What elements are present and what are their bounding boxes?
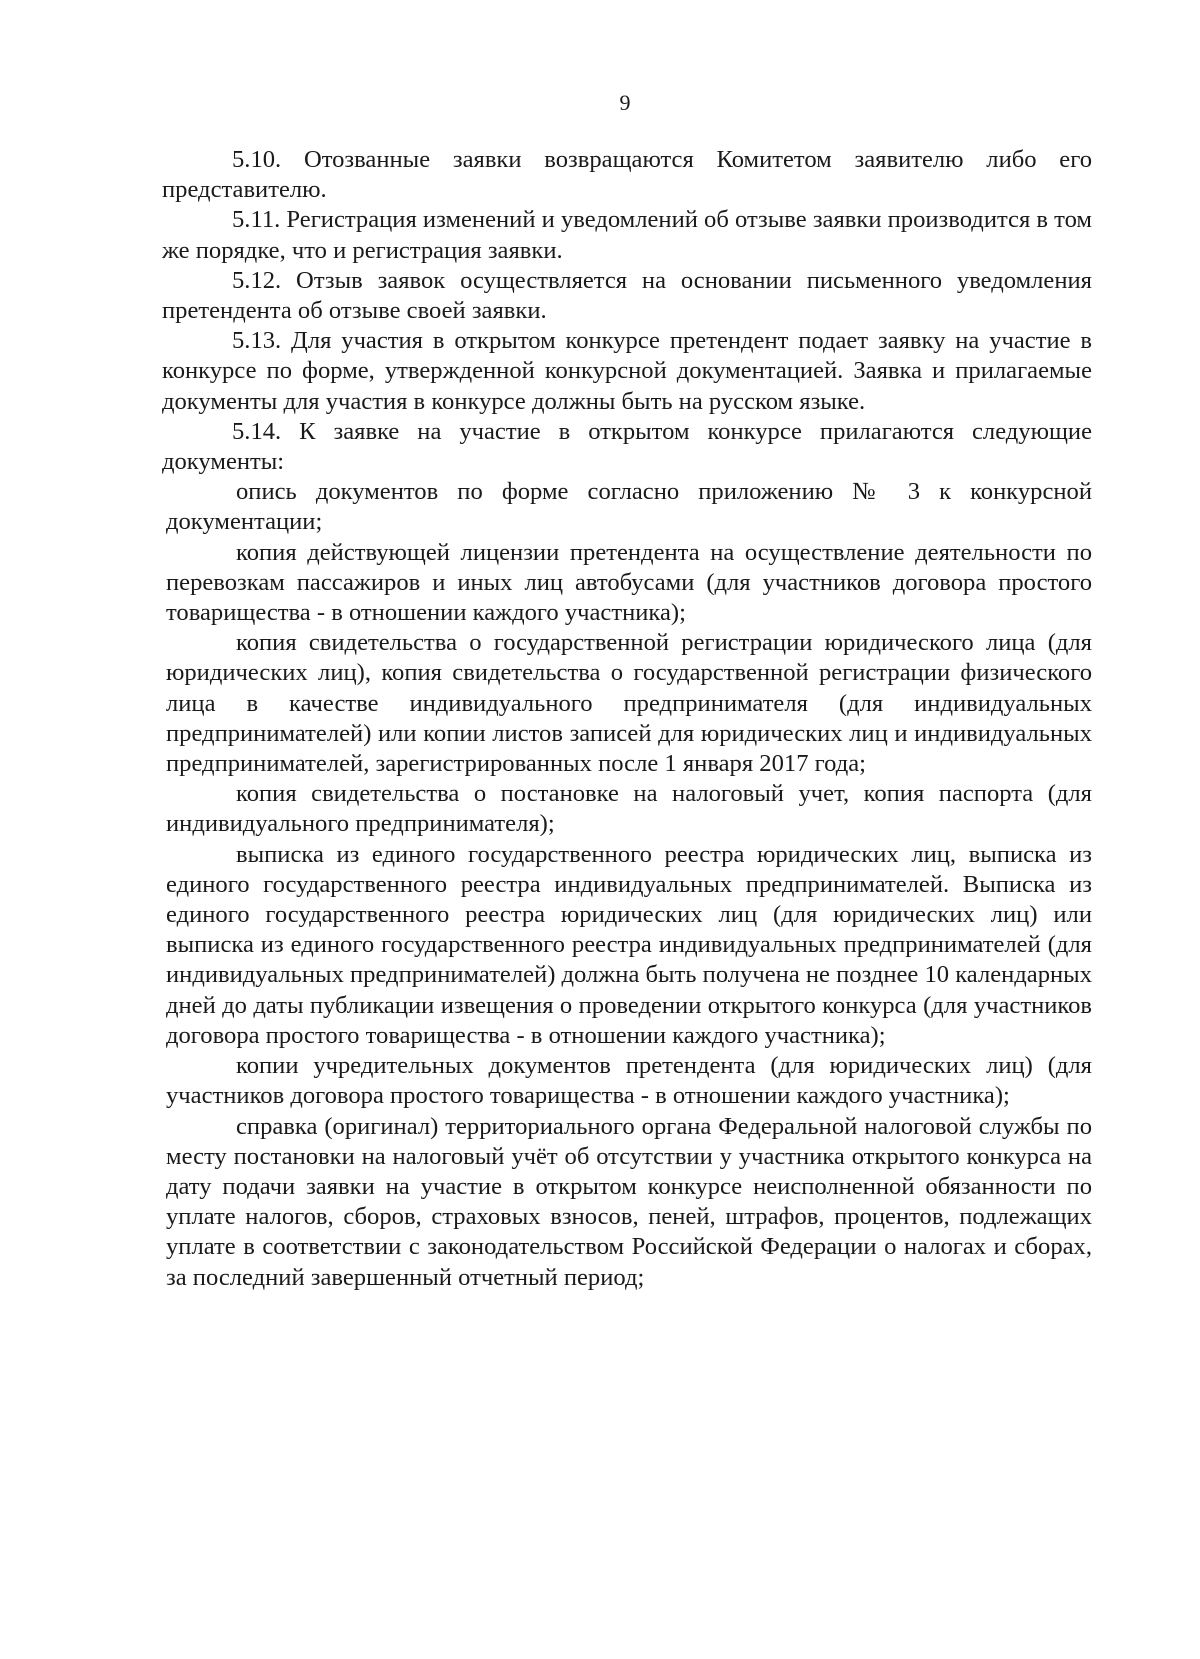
- list-item-tax-reference: справка (оригинал) территориального органа Федеральной налоговой службы по месту постановки на налоговый учёт об отсутствии у участника открытого конкурса на дату подачи заявки на участие в открытом конкурсе неисполненной обязанности по уплате налогов, сборов, страховых взносов, пеней, штрафов, процентов, подлежащих уплате в соответствии с законодательством Российской Федерации о налогах и сборах, за последний завершенный отчетный период;: [166, 1112, 1092, 1291]
- paragraph-5-14: 5.14. К заявке на участие в открытом конкурсе прилагаются следующие документы:: [162, 417, 1092, 476]
- list-item-registration-certificate: копия свидетельства о государственной регистрации юридического лица (для юридических лиц), копия свидетельства о государственной регистрации физического лица в качестве индивидуального предпринимателя (для индивидуальных предпринимателей) или копии листов записей для юридических лиц и индивидуальных предпринимателей, зарегистрированных после 1 января 2017 года;: [166, 629, 1092, 778]
- documents-list: [162, 477, 1092, 1292]
- paragraph-5-10: 5.10. Отозванные заявки возвращаются Комитетом заявителю либо его представителю.: [162, 146, 1092, 204]
- list-item-registry-extract: выписка из единого государственного реестра юридических лиц, выписка из единого государственного реестра индивидуальных предпринимателей. Выписка из единого государственного реестра юридических лиц (для юридических лиц) или выписка из единого государственного реестра индивидуальных предпринимателей (для индивидуальных предпринимателей) должна быть получена не позднее 10 календарных дней до даты публикации извещения о проведении открытого конкурса (для участников договора простого товарищества - в отношении каждого участника);: [166, 840, 1092, 1049]
- paragraph-5-13: 5.13. Для участия в открытом конкурсе претендент подает заявку на участие в конкурсе по форме, утвержденной конкурсной документацией. Заявка и прилагаемые документы для участия в конкурсе должны быть на русском языке.: [162, 327, 1092, 415]
- list-item-founding-documents: копии учредительных документов претендента (для юридических лиц) (для участников договора простого товарищества - в отношении каждого участника);: [166, 1052, 1092, 1110]
- paragraph-5-12: 5.12. Отзыв заявок осуществляется на основании письменного уведомления претендента об отзыве своей заявки.: [162, 266, 1092, 325]
- paragraph-5-11: 5.11. Регистрация изменений и уведомлений об отзыве заявки производится в том же порядке, что и регистрация заявки.: [162, 206, 1092, 264]
- list-item-license-copy: копия действующей лицензии претендента на осуществление деятельности по перевозкам пассажиров и иных лиц автобусами (для участников договора простого товарищества - в отношении каждого участника);: [166, 538, 1092, 627]
- list-item-tax-certificate: копия свидетельства о постановке на налоговый учет, копия паспорта (для индивидуального предпринимателя);: [166, 780, 1092, 838]
- list-item-inventory: опись документов по форме согласно приложению № 3 к конкурсной документации;: [166, 478, 1092, 536]
- page-number: 9: [619, 90, 631, 115]
- document-body: [162, 145, 1092, 1293]
